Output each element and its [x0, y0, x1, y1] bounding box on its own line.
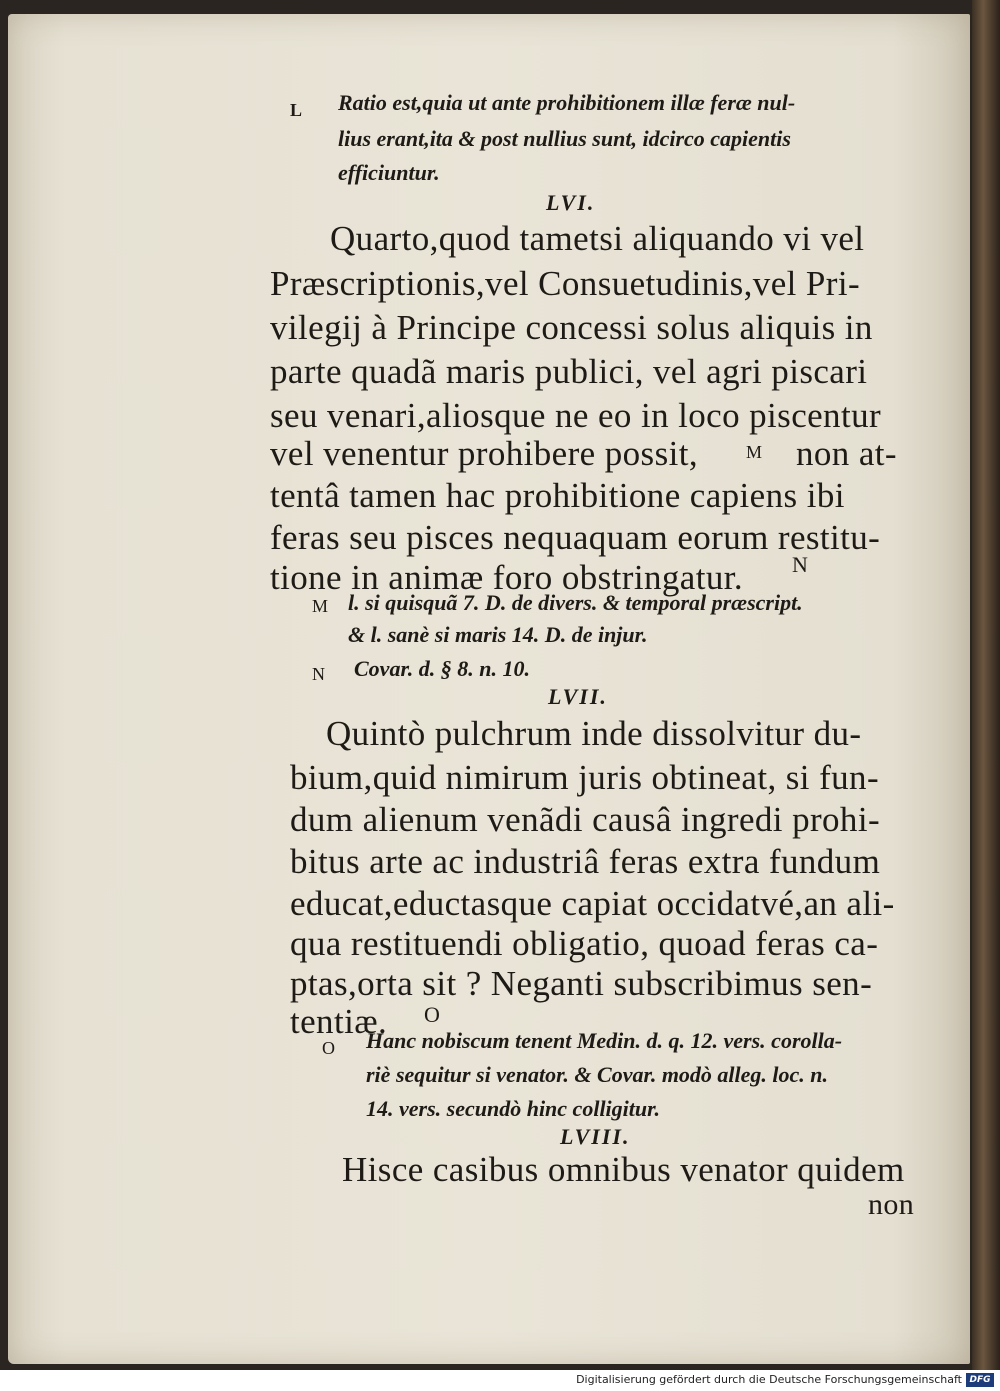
para-56-line-6: vel venentur prohibere possit,: [270, 434, 699, 473]
note-n-line: Covar. d. § 8. n. 10.: [354, 656, 531, 681]
note-l-line-1: Ratio est,quia ut ante prohibitionem illæ feræ nul-: [338, 90, 796, 115]
section-heading-58: LVIII.: [560, 1124, 631, 1149]
section-heading-56: LVI.: [546, 190, 596, 215]
note-n-mark: N: [312, 664, 325, 684]
para-56-line-3: vilegij à Principe concessi solus aliquis in: [270, 308, 873, 347]
catchword: non: [868, 1188, 915, 1221]
footer-credit: Digitalisierung gefördert durch die Deutsche Forschungsgemeinschaft: [576, 1373, 962, 1386]
note-l-line-3: efficiuntur.: [338, 160, 440, 185]
inline-mark-n: N: [792, 552, 808, 577]
para-57-line-6: qua restituendi obligatio, quoad feras ca-: [290, 924, 879, 963]
digitization-footer: [0, 1370, 1000, 1391]
dfg-logo-icon: DFG: [966, 1373, 994, 1387]
para-56-line-5: seu venari,aliosque ne eo in loco piscentur: [270, 396, 882, 435]
para-56-line-7: tentâ tamen hac prohibitione capiens ibi: [270, 476, 845, 515]
para-57-line-8: tentiæ.: [290, 1002, 388, 1041]
para-57-line-5: educat,eductasque capiat occidatvé,an ali-: [290, 884, 895, 923]
para-58-line-1: Hisce casibus omnibus venator quidem: [342, 1150, 905, 1189]
para-57-line-1: Quintò pulchrum inde dissolvitur du-: [326, 714, 862, 753]
note-o-mark: O: [322, 1038, 335, 1058]
para-56-line-6-end: non at-: [796, 434, 897, 473]
note-m-mark: M: [312, 596, 329, 616]
inline-mark-o: O: [424, 1002, 440, 1027]
para-56-line-9: tione in animæ foro obstringatur.: [270, 558, 744, 597]
marginal-mark-l: L: [290, 100, 303, 120]
inline-mark-m: M: [746, 442, 763, 462]
para-56-line-8: feras seu pisces nequaquam eorum restitu-: [270, 518, 881, 557]
para-57-line-7: ptas,orta sit ? Neganti subscribimus sen-: [290, 964, 873, 1003]
para-57-line-2: bium,quid nimirum juris obtineat, si fun-: [290, 758, 879, 797]
section-heading-57: LVII.: [548, 684, 608, 709]
note-l-line-2: lius erant,ita & post nullius sunt, idcirco capientis: [338, 126, 791, 151]
para-57-line-4: bitus arte ac industriâ feras extra fundum: [290, 842, 881, 881]
note-o-line-3: 14. vers. secundò hinc colligitur.: [366, 1096, 660, 1121]
note-o-line-1: Hanc nobiscum tenent Medin. d. q. 12. vers. corolla-: [366, 1028, 843, 1053]
book-spine: [972, 0, 1000, 1370]
para-56-line-4: parte quadã maris publici, vel agri piscari: [270, 352, 868, 391]
note-o-line-2: riè sequitur si venator. & Covar. modò alleg. loc. n.: [366, 1062, 829, 1087]
para-57-line-3: dum alienum venãdi causâ ingredi prohi-: [290, 800, 881, 839]
book-page: [8, 14, 970, 1364]
para-56-line-1: Quarto,quod tametsi aliquando vi vel: [330, 219, 865, 258]
para-56-line-2: Præscriptionis,vel Consuetudinis,vel Pri-: [270, 264, 861, 303]
note-m-line-1: l. si quisquã 7. D. de divers. & temporal præscript.: [348, 590, 803, 615]
note-m-line-2: & l. sanè si maris 14. D. de injur.: [348, 622, 648, 647]
